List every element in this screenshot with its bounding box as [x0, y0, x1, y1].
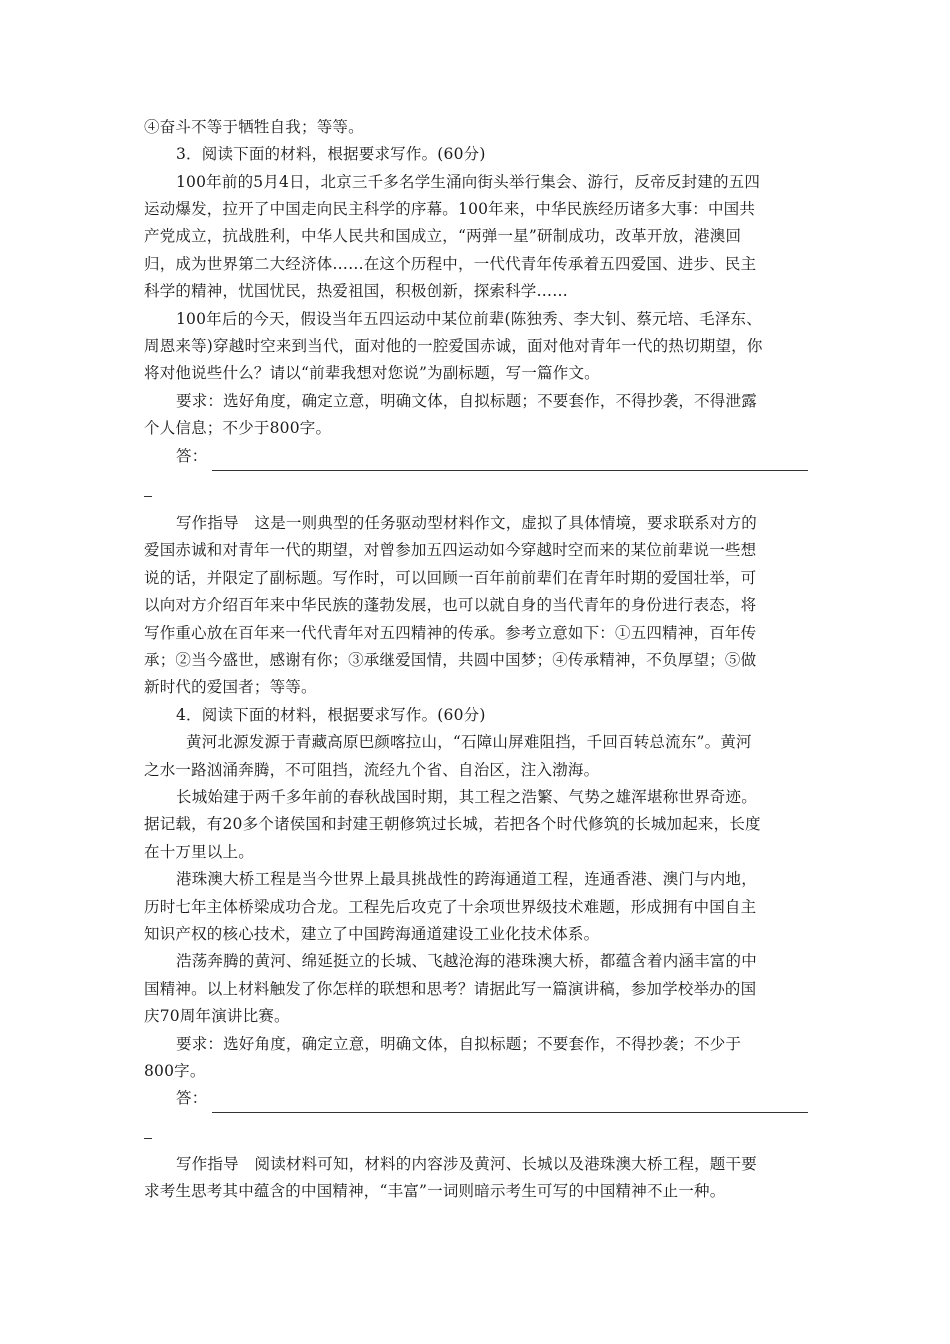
answer-label: 答： [176, 1089, 208, 1107]
text-line: 运动爆发，拉开了中国走向民主科学的序幕。100年来，中华民族经历诸多大事：中国共 [144, 200, 756, 218]
answer-line[interactable] [212, 470, 808, 471]
text-line: 100年前的5月4日，北京三千多名学生涌向街头举行集会、游行，反帝反封建的五四 [176, 173, 761, 191]
text-line: 以向对方介绍百年来中华民族的蓬勃发展，也可以就自身的当代青年的身份进行表态，将 [144, 596, 757, 614]
text-line: 求考生思考其中蕴含的中国精神，“丰富”一词则暗示考生可写的中国精神不止一种。 [144, 1182, 726, 1200]
answer-label: 答： [176, 447, 208, 465]
requirement-text: 个人信息；不少于800字。 [144, 419, 332, 437]
text-line: 之水一路汹涌奔腾，不可阻挡，流经九个省、自治区，注入渤海。 [144, 761, 600, 779]
text-line: 周恩来等)穿越时空来到当代，面对他的一腔爱国赤诚，面对他对青年一代的热切期望，你 [144, 337, 763, 355]
text-line: 承；②当今盛世，感谢有你；③承继爱国情，共圆中国梦；④传承精神，不负厚望；⑤做 [144, 651, 757, 669]
text-line: 归，成为世界第二大经济体……在这个历程中，一代代青年传承着五四爱国、进步、民主 [144, 255, 757, 273]
text-line: 知识产权的核心技术，建立了中国跨海通道建设工业化技术体系。 [144, 925, 600, 943]
text-line: 长城始建于两千多年前的春秋战国时期，其工程之浩繁、气势之雄浑堪称世界奇迹。 [176, 788, 757, 806]
text-line: 黄河北源发源于青藏高原巴颜喀拉山，“石障山屏难阻挡，千回百转总流东”。黄河 [186, 733, 752, 751]
text-line: 爱国赤诚和对青年一代的期望，对曾参加五四运动如今穿越时空而来的某位前辈说一些想 [144, 541, 757, 559]
text-line: 历时七年主体桥梁成功合龙。工程先后攻克了十余项世界级技术难题，形成拥有中国自主 [144, 898, 757, 916]
writing-guide-text: 写作指导 阅读材料可知，材料的内容涉及黄河、长城以及港珠澳大桥工程，题干要 [176, 1155, 757, 1173]
text-line: 100年后的今天，假设当年五四运动中某位前辈(陈独秀、李大钊、蔡元培、毛泽东、 [176, 310, 762, 328]
text-line: 浩荡奔腾的黄河、绵延挺立的长城、飞越沧海的港珠澳大桥，都蕴含着内涵丰富的中 [176, 952, 757, 970]
answer-line-tail [144, 496, 152, 497]
requirement-text: 要求：选好角度，确定立意，明确文体，自拟标题；不要套作，不得抄袭；不少于 [176, 1035, 742, 1053]
text-line: 科学的精神，忧国忧民，热爱祖国，积极创新，探索科学…… [144, 282, 568, 300]
question-4-heading: 4．阅读下面的材料，根据要求写作。(60分) [176, 706, 486, 724]
text-line: 写作重心放在百年来一代代青年对五四精神的传承。参考立意如下：①五四精神，百年传 [144, 624, 757, 642]
text-line: 据记载，有20多个诸侯国和封建王朝修筑过长城，若把各个时代修筑的长城加起来，长度 [144, 815, 761, 833]
text-line: 说的话，并限定了副标题。写作时，可以回顾一百年前前辈们在青年时期的爱国壮举，可 [144, 569, 757, 587]
text-line: 国精神。以上材料触发了你怎样的联想和思考？请据此写一篇演讲稿，参加学校举办的国 [144, 980, 757, 998]
answer-line[interactable] [212, 1112, 808, 1113]
text-line: 产党成立，抗战胜利，中华人民共和国成立，“两弹一星”研制成功，改革开放，港澳回 [144, 227, 742, 245]
text-line: ④奋斗不等于牺牲自我；等等。 [144, 118, 364, 136]
text-line: 庆70周年演讲比赛。 [144, 1007, 290, 1025]
answer-line-tail [144, 1138, 152, 1139]
requirement-text: 800字。 [144, 1062, 206, 1080]
question-3-heading: 3．阅读下面的材料，根据要求写作。(60分) [176, 145, 486, 163]
writing-guide-text: 写作指导 这是一则典型的任务驱动型材料作文，虚拟了具体情境，要求联系对方的 [176, 514, 757, 532]
requirement-text: 要求：选好角度，确定立意，明确文体，自拟标题；不要套作，不得抄袭，不得泄露 [176, 392, 757, 410]
text-line: 港珠澳大桥工程是当今世界上最具挑战性的跨海通道工程，连通香港、澳门与内地， [176, 870, 757, 888]
text-line: 将对他说些什么？请以“前辈我想对您说”为副标题，写一篇作文。 [144, 364, 600, 382]
text-line: 新时代的爱国者；等等。 [144, 678, 317, 696]
text-line: 在十万里以上。 [144, 843, 254, 861]
